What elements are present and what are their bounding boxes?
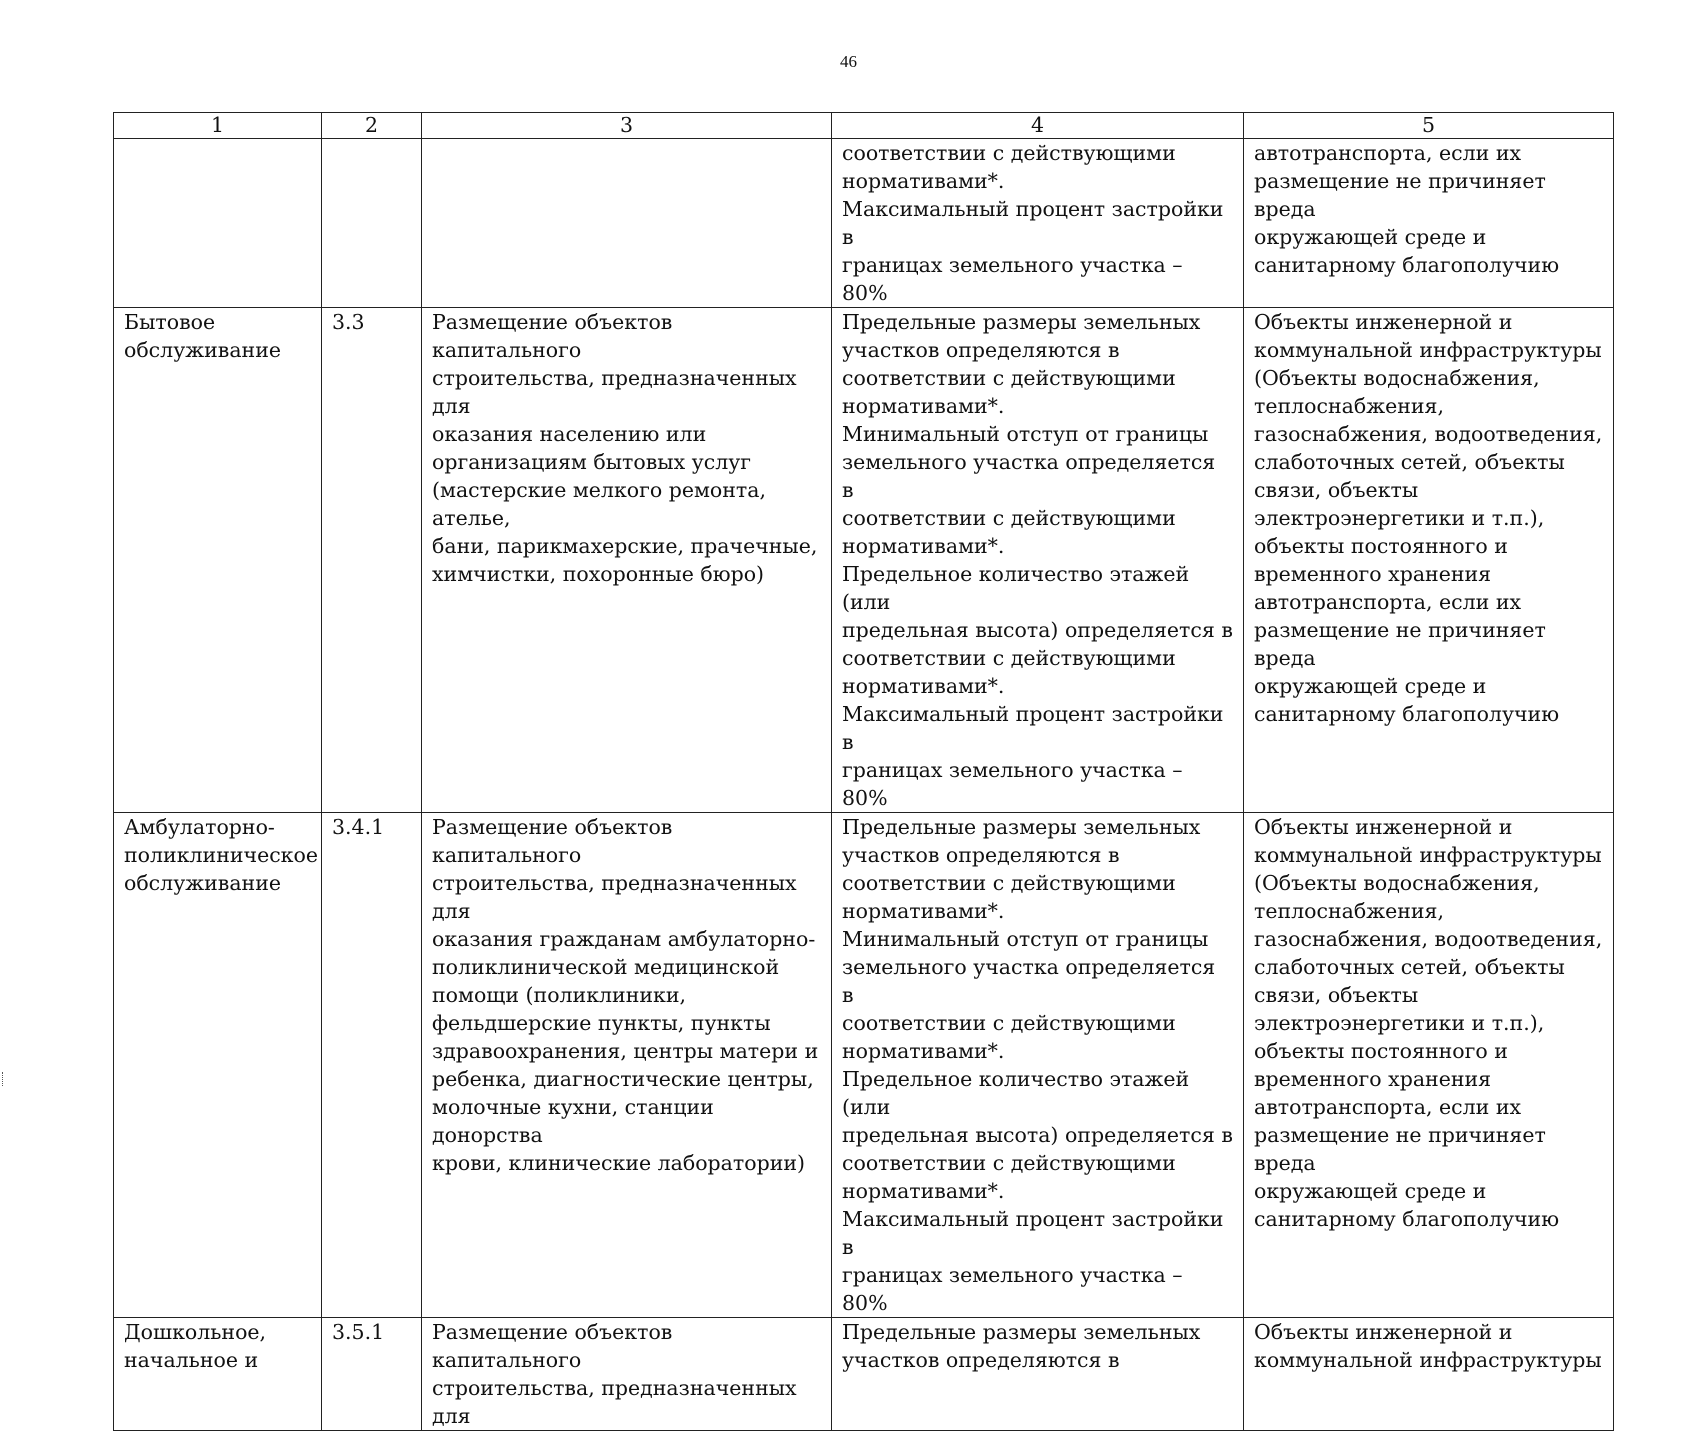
scan-edge-mark	[2, 1072, 7, 1086]
auxiliary-objects-cell: Объекты инженерной и коммунальной инфраструктуры	[1244, 1318, 1614, 1431]
table-row	[114, 308, 1614, 813]
use-name-cell: Дошкольное, начальное и	[114, 1318, 322, 1431]
column-header-2: 2	[322, 113, 422, 139]
use-code-cell: 3.4.1	[322, 813, 422, 1318]
parameters-cell: Предельные размеры земельных участков определяются в соответствии с действующими нормативами*. Минимальный отступ от границы земельного участка определяется в соответствии с действующими нормативами*. Предельное количество этажей (или предельная высота) определяется в соответствии с действующими нормативами*. Максимальный процент застройки в границах земельного участка – 80%	[832, 813, 1244, 1318]
use-code-cell: 3.5.1	[322, 1318, 422, 1431]
use-name-cell	[114, 139, 322, 308]
auxiliary-objects-cell: Объекты инженерной и коммунальной инфраструктуры (Объекты водоснабжения, теплоснабжения, газоснабжения, водоотведения, слаботочных сетей, объекты связи, объекты электроэнергетики и т.п.), объекты постоянного и временного хранения автотранспорта, если их размещение не причиняет вреда окружающей среде и санитарному благополучию	[1244, 308, 1614, 813]
table-row	[114, 1318, 1614, 1431]
auxiliary-objects-cell: автотранспорта, если их размещение не причиняет вреда окружающей среде и санитарному благополучию	[1244, 139, 1614, 308]
parameters-cell: соответствии с действующими нормативами*. Максимальный процент застройки в границах земельного участка – 80%	[832, 139, 1244, 308]
header-row	[114, 113, 1614, 139]
column-header-5: 5	[1244, 113, 1614, 139]
land-use-table	[113, 112, 1614, 1431]
use-description-cell: Размещение объектов капитального строительства, предназначенных для оказания населению или организациям бытовых услуг (мастерские мелкого ремонта, ателье, бани, парикмахерские, прачечные, химчистки, похоронные бюро)	[422, 308, 832, 813]
use-name-cell: Бытовое обслуживание	[114, 308, 322, 813]
column-header-4: 4	[832, 113, 1244, 139]
use-description-cell	[422, 139, 832, 308]
table-row	[114, 813, 1614, 1318]
parameters-cell: Предельные размеры земельных участков определяются в	[832, 1318, 1244, 1431]
use-code-cell	[322, 139, 422, 308]
use-name-cell: Амбулаторно- поликлиническое обслуживание	[114, 813, 322, 1318]
use-description-cell: Размещение объектов капитального строительства, предназначенных для	[422, 1318, 832, 1431]
page-number: 46	[840, 52, 857, 71]
use-description-cell: Размещение объектов капитального строительства, предназначенных для оказания гражданам амбулаторно- поликлинической медицинской помощи (поликлиники, фельдшерские пункты, пункты здравоохранения, центры матери и ребенка, диагностические центры, молочные кухни, станции донорства крови, клинические лаборатории)	[422, 813, 832, 1318]
use-code-cell: 3.3	[322, 308, 422, 813]
parameters-cell: Предельные размеры земельных участков определяются в соответствии с действующими нормативами*. Минимальный отступ от границы земельного участка определяется в соответствии с действующими нормативами*. Предельное количество этажей (или предельная высота) определяется в соответствии с действующими нормативами*. Максимальный процент застройки в границах земельного участка – 80%	[832, 308, 1244, 813]
table-row	[114, 139, 1614, 308]
column-header-1: 1	[114, 113, 322, 139]
column-header-3: 3	[422, 113, 832, 139]
auxiliary-objects-cell: Объекты инженерной и коммунальной инфраструктуры (Объекты водоснабжения, теплоснабжения, газоснабжения, водоотведения, слаботочных сетей, объекты связи, объекты электроэнергетики и т.п.), объекты постоянного и временного хранения автотранспорта, если их размещение не причиняет вреда окружающей среде и санитарному благополучию	[1244, 813, 1614, 1318]
